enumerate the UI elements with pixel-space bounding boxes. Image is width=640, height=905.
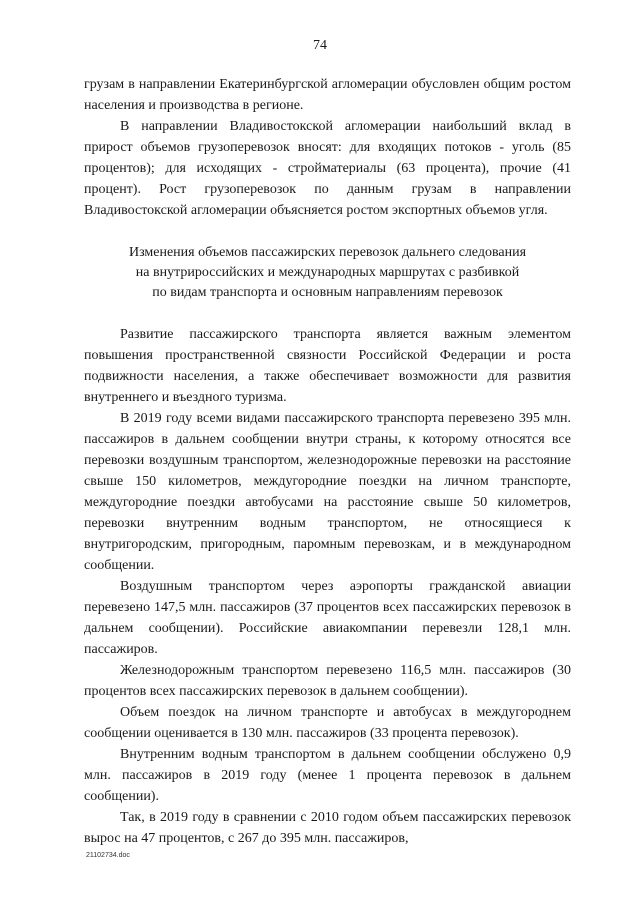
- paragraph: Внутренним водным транспортом в дальнем сообщении обслужено 0,9 млн. пассажиров в 2019 году (менее 1 процента перевозок в дальнем сообщении).: [84, 747, 571, 804]
- section-heading: [84, 243, 571, 303]
- document-filename: 21102734.doc: [86, 852, 130, 859]
- paragraph: Так, в 2019 году в сравнении с 2010 годом объем пассажирских перевозок вырос на 47 процентов, с 267 до 395 млн. пассажиров,: [84, 810, 571, 846]
- heading-line: на внутрироссийских и международных маршрутах с разбивкой: [135, 265, 520, 280]
- paragraph: В направлении Владивостокской агломерации наибольший вклад в прирост объемов грузоперевозок вносят: для входящих потоков - уголь (85 процентов); для исходящих - стройматериалы (63 процента), прочие (41 процент). Рост грузоперевозок по данным грузам в направлении Владивостокской агломерации объясняется ростом экспортных объемов угля.: [84, 119, 571, 218]
- heading-line: по видам транспорта и основным направлениям перевозок: [152, 285, 503, 300]
- paragraph: Железнодорожным транспортом перевезено 116,5 млн. пассажиров (30 процентов всех пассажирских перевозок в дальнем сообщении).: [84, 663, 571, 699]
- page-number: 74: [313, 38, 327, 53]
- document-body: [84, 74, 571, 849]
- paragraph: Объем поездок на личном транспорте и автобусах в междугороднем сообщении оценивается в 130 млн. пассажиров (33 процента перевозок).: [84, 705, 571, 741]
- heading-line: Изменения объемов пассажирских перевозок дальнего следования: [128, 245, 527, 260]
- paragraph: В 2019 году всеми видами пассажирского транспорта перевезено 395 млн. пассажиров в дальнем сообщении внутри страны, к которому относятся все перевозки воздушным транспортом, железнодорожные перевозки на расстояние свыше 150 километров, междугородние поездки на личном транспорте, междугородние поездки автобусами на расстояние свыше 50 километров, перевозки внутренним водным транспортом, не относящиеся к внутригородским, пригородным, паромным перевозкам, и в международном сообщении.: [84, 411, 571, 573]
- paragraph: Воздушным транспортом через аэропорты гражданской авиации перевезено 147,5 млн. пассажиров (37 процентов всех пассажирских перевозок в дальнем сообщении). Российские авиакомпании перевезли 128,1 млн. пассажиров.: [84, 579, 571, 657]
- paragraph: грузам в направлении Екатеринбургской агломерации обусловлен общим ростом населения и производства в регионе.: [84, 77, 571, 113]
- paragraph: Развитие пассажирского транспорта является важным элементом повышения пространственной связности Российской Федерации и роста подвижности населения, а также обеспечивает возможности для развития внутреннего и въездного туризма.: [84, 327, 571, 405]
